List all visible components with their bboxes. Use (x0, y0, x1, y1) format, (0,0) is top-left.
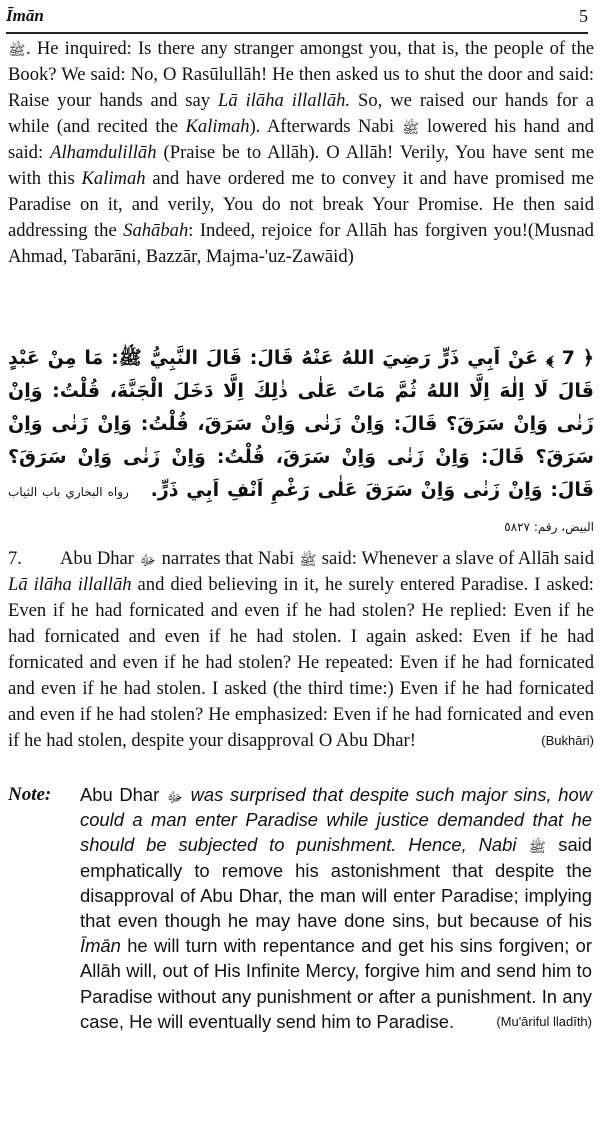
intro-text: So, we raised our hands for a while (and recited the (8, 90, 594, 137)
intro-alhamdulillah: Alhamdulillāh (50, 142, 157, 163)
note-iman-term: Īmān (80, 935, 121, 957)
running-title: Īmān (6, 6, 44, 25)
hadith-number: 7. (8, 548, 22, 569)
note-text: said emphatically to remove his astonishment that despite the disapproval of Abu Dhar, the man will enter Paradise; implying that even though he may have done sins, but because of his (80, 834, 592, 932)
salawat-icon: ﷺ (402, 121, 419, 137)
page-number: 5 (579, 6, 588, 26)
hadith-translation (8, 546, 594, 754)
intro-text: (Praise be to Allāh). O Allāh! Verily, You have sent me with this (8, 142, 594, 189)
intro-kalimah-phrase: Lā ilāha illallāh. (218, 90, 351, 111)
hadith-text: said: Whenever a slave of Allāh said (316, 548, 594, 569)
note-body (80, 782, 592, 1034)
radiallahu-icon: ﷻ (167, 790, 183, 806)
radiallahu-icon: ﷻ (139, 553, 156, 569)
page-header (6, 4, 588, 30)
note-text: was surprised that despite such major sins, how could a man enter Paradise while justice demanded that he should be subjected to punishment. Hence, Nabi (80, 784, 592, 856)
hadith-source: (Bukhāri) (541, 733, 594, 748)
hadith-text: and died believing in it, he surely entered Paradise. I asked: Even if he had fornicated and even if he had stolen? He replied: Even if he had fornicated and even if he had stolen. I again asked: Even if he had fornicated and even if he had stolen? He repeated: Even if he had fornicated and even if he had stolen. I asked (the third time:) Even if he had fornicated and even if he had stolen? He emphasized: Even if he had fornicated and even if he had stolen, despite your disapproval O Abu Dhar! (8, 574, 594, 751)
arabic-reference: رواه البخاري باب الثياب البيض، رقم: ٥٨٢٧ (8, 485, 594, 534)
intro-text: lowered his hand and said: (8, 116, 594, 163)
hadith-text: Abu Dhar (60, 548, 139, 569)
hadith-text: narrates that Nabi (156, 548, 299, 569)
note-source: (Mu'āriful lladīth) (496, 1013, 592, 1029)
intro-kalimah-term: Kalimah (185, 116, 250, 137)
note-text: he will turn with repentance and get his sins forgiven; or Allāh will, out of His Infinite Mercy, forgive him and send him to Paradise without any punishment or after a punishment. In any case, He will eventually send him to Paradise. (80, 935, 592, 1032)
note-text: Abu Dhar (80, 784, 166, 805)
salawat-icon: ﷺ (528, 840, 546, 857)
arabic-hadith (8, 342, 594, 544)
salawat-icon: ﷺ (299, 553, 317, 569)
intro-sahabah-term: Sahābah (123, 220, 189, 241)
intro-text: He inquired: Is there any stranger amongst you, that is, the people of the Book? We said: No, O Rasūlullāh! He then asked us to shut the door and said: Raise your hands and say (8, 38, 594, 111)
intro-kalimah-term: Kalimah (81, 168, 146, 189)
intro-text: ). Afterwards Nabi (249, 116, 402, 137)
header-rule (6, 32, 588, 34)
note-label: Note: (8, 784, 52, 805)
intro-text: and have ordered me to convey it and have promised me Paradise on it, and verily, You do not break Your Promise. He then said addressing the (8, 168, 594, 241)
hadith-kalimah-phrase: Lā ilāha illallāh (8, 574, 132, 595)
intro-paragraph: ﷺ. He inquired: Is there any stranger amongst you, that is, the people of the Book? We said: No, O Rasūlullāh! He then asked us to shut the door and said: Raise your hands and say Lā ilāha illallāh. So, we raised our hands for a while (and recited the Kalimah). Afterwards Nabi ﷺ lowered his hand and said: Alhamdulillāh (Praise be to Allāh). O Allāh! Verily, You have sent me with this Kalimah and have ordered me to convey it and have promised me Paradise on it, and verily, You do not break Your Promise. He then said addressing the Sahābah: Indeed, rejoice for Allāh has forgiven you!(Musnad Ahmad, Tabarāni, Bazzār, Majma-'uz-Zawāid) (8, 38, 594, 267)
salawat-icon: ﷺ (8, 43, 26, 59)
arabic-text: ﴿ 7 ﴾ عَنْ اَبِي ذَرٍّ رَضِيَ اللهُ عَنْهُ قَالَ: قَالَ النَّبِيُّ ﷺ: مَا مِنْ عَبْدٍ قَالَ لَا اِلٰهَ اِلَّا اللهُ ثُمَّ مَاتَ عَلٰى ذٰلِكَ اِلَّا دَخَلَ الْجَنَّةَ، قُلْتُ: وَاِنْ زَنٰى وَاِنْ سَرَقَ؟ قَالَ: وَاِنْ زَنٰى وَاِنْ سَرَقَ، قُلْتُ: وَاِنْ زَنٰى وَاِنْ سَرَقَ؟ قَالَ: وَاِنْ زَنٰى وَاِنْ سَرَقَ، قُلْتُ: وَاِنْ زَنٰى وَاِنْ سَرَقَ؟ قَالَ: وَاِنْ زَنٰى وَاِنْ سَرَقَ عَلٰى رَغْمِ اَنْفِ اَبِي ذَرٍّ. (8, 347, 594, 501)
intro-text: : Indeed, rejoice for Allāh has forgiven you!(Musnad Ahmad, Tabarāni, Bazzār, Majma-'uz-Zawāid) (8, 220, 594, 267)
